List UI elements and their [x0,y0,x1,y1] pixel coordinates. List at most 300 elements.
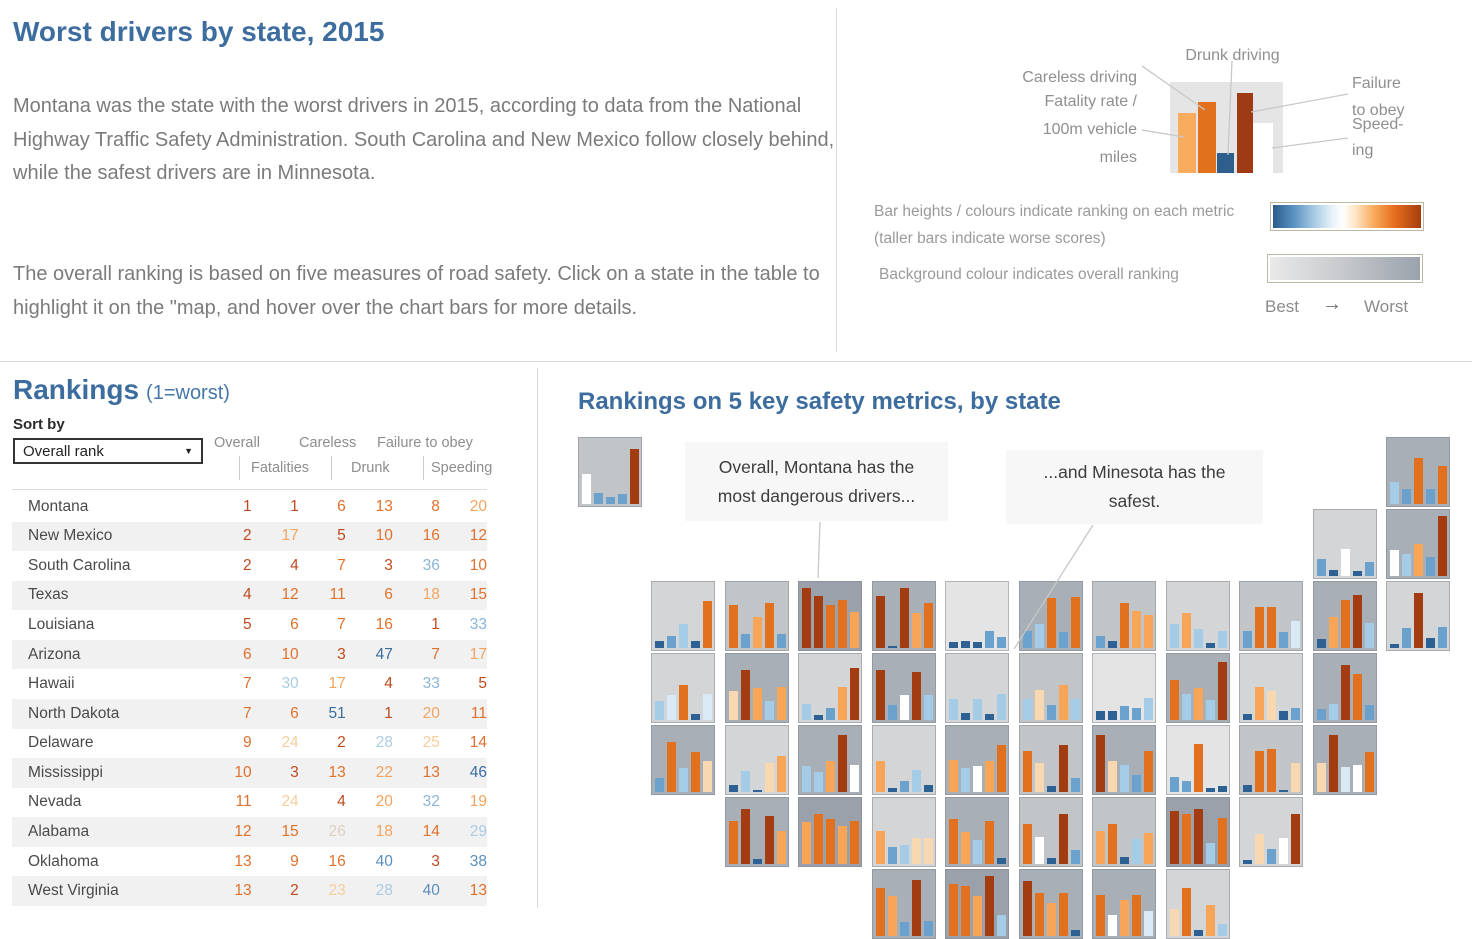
state-tile-OH[interactable] [1092,653,1156,723]
state-tile-ID[interactable] [725,581,789,651]
metric-bar[interactable] [729,605,738,648]
metric-bar[interactable] [1096,831,1105,864]
metric-bar[interactable] [1341,549,1350,576]
metric-bar[interactable] [667,742,676,792]
metric-bar[interactable] [1170,811,1179,864]
metric-bar[interactable] [1194,744,1203,792]
metric-bar[interactable] [1120,900,1129,936]
metric-bar[interactable] [924,603,933,648]
metric-bar[interactable] [703,761,712,792]
metric-bar[interactable] [973,699,982,720]
state-tile-IA[interactable] [945,653,1009,723]
state-tile-OK[interactable] [872,869,936,939]
metric-bar[interactable] [1438,466,1447,504]
metric-bar[interactable] [826,761,835,792]
metric-bar[interactable] [1071,699,1080,720]
metric-bar[interactable] [912,672,921,720]
metric-bar[interactable] [1291,763,1300,792]
metric-bar[interactable] [1023,751,1032,792]
metric-bar[interactable] [1023,699,1032,720]
table-row[interactable] [12,817,487,847]
metric-bar[interactable] [1132,895,1141,936]
metric-bar[interactable] [1120,603,1129,648]
metric-bar[interactable] [1390,644,1399,648]
metric-bar[interactable] [1059,685,1068,720]
state-tile-PA[interactable] [1166,653,1230,723]
metric-bar[interactable] [997,915,1006,936]
metric-bar[interactable] [679,768,688,792]
state-tile-DC[interactable] [1239,797,1303,867]
metric-bar[interactable] [814,772,823,792]
metric-bar[interactable] [741,809,750,864]
state-tile-NH[interactable] [1386,509,1450,579]
metric-bar[interactable] [1402,489,1411,504]
table-row[interactable] [12,551,487,581]
metric-bar[interactable] [765,701,774,720]
metric-bar[interactable] [1243,631,1252,648]
metric-bar[interactable] [1182,613,1191,648]
state-tile-MI[interactable] [1166,581,1230,651]
metric-bar[interactable] [1317,559,1326,576]
metric-bar[interactable] [1206,905,1215,936]
metric-bar[interactable] [765,603,774,648]
metric-bar[interactable] [1206,843,1215,864]
state-tile-IN[interactable] [1019,653,1083,723]
metric-bar[interactable] [729,785,738,792]
metric-bar[interactable] [1194,688,1203,720]
metric-bar[interactable] [741,771,750,792]
metric-bar[interactable] [703,694,712,720]
metric-bar[interactable] [900,922,909,936]
metric-bar[interactable] [802,704,811,720]
table-row[interactable] [12,669,487,699]
metric-bar[interactable] [1182,888,1191,936]
state-tile-OR[interactable] [651,653,715,723]
state-tile-MN[interactable] [945,581,1009,651]
metric-bar[interactable] [961,713,970,720]
metric-bar[interactable] [655,778,664,792]
state-tile-IL[interactable] [1019,581,1083,651]
metric-bar[interactable] [997,858,1006,864]
metric-bar[interactable] [1329,704,1338,720]
state-tile-UT[interactable] [725,725,789,795]
metric-bar[interactable] [777,687,786,720]
metric-bar[interactable] [1071,930,1080,936]
metric-bar[interactable] [1341,600,1350,648]
metric-bar[interactable] [1341,665,1350,720]
state-tile-VT[interactable] [1313,509,1377,579]
state-tile-WA[interactable] [651,581,715,651]
metric-bar[interactable] [838,600,847,648]
metric-bar[interactable] [1120,706,1129,720]
metric-bar[interactable] [997,694,1006,720]
metric-bar[interactable] [997,637,1006,648]
state-tile-WY[interactable] [798,653,862,723]
metric-bar[interactable] [777,634,786,648]
metric-bar[interactable] [1120,765,1129,792]
metric-bar[interactable] [1144,698,1153,720]
metric-bar[interactable] [1144,751,1153,792]
state-tile-AK[interactable] [578,437,642,507]
metric-bar[interactable] [1170,909,1179,936]
metric-bar[interactable] [1438,627,1447,648]
state-tile-MA[interactable] [1386,581,1450,651]
metric-bar[interactable] [888,646,897,648]
metric-bar[interactable] [777,756,786,792]
metric-bar[interactable] [900,845,909,864]
metric-bar[interactable] [973,642,982,648]
metric-bar[interactable] [1144,911,1153,936]
metric-bar[interactable] [924,921,933,936]
metric-bar[interactable] [1170,777,1179,792]
metric-bar[interactable] [1291,621,1300,648]
metric-bar[interactable] [924,695,933,720]
metric-bar[interactable] [912,613,921,648]
metric-bar[interactable] [814,814,823,864]
metric-bar[interactable] [606,497,615,504]
metric-bar[interactable] [973,840,982,864]
metric-bar[interactable] [729,821,738,864]
state-tile-SD[interactable] [872,653,936,723]
metric-bar[interactable] [924,838,933,864]
metric-bar[interactable] [1402,628,1411,648]
metric-bar[interactable] [912,838,921,864]
metric-bar[interactable] [729,691,738,720]
table-row[interactable] [12,876,487,906]
metric-bar[interactable] [1317,709,1326,720]
metric-bar[interactable] [582,474,591,504]
table-row[interactable] [12,640,487,670]
metric-bar[interactable] [691,641,700,648]
metric-bar[interactable] [1132,708,1141,720]
metric-bar[interactable] [1365,705,1374,720]
metric-bar[interactable] [961,832,970,864]
metric-bar[interactable] [814,596,823,648]
metric-bar[interactable] [1329,617,1338,648]
metric-bar[interactable] [1353,765,1362,792]
metric-bar[interactable] [1047,705,1056,720]
metric-bar[interactable] [1059,632,1068,648]
state-tile-CA[interactable] [651,725,715,795]
table-row[interactable] [12,522,487,552]
metric-bar[interactable] [1353,674,1362,720]
metric-bar[interactable] [1218,786,1227,792]
metric-bar[interactable] [850,765,859,792]
metric-bar[interactable] [1047,858,1056,864]
metric-bar[interactable] [900,588,909,648]
state-tile-AR[interactable] [945,797,1009,867]
metric-bar[interactable] [1144,615,1153,648]
metric-bar[interactable] [777,831,786,864]
metric-bar[interactable] [753,688,762,720]
metric-bar[interactable] [1035,893,1044,936]
metric-bar[interactable] [1255,834,1264,864]
state-tile-NE[interactable] [872,725,936,795]
table-row[interactable] [12,610,487,640]
metric-bar[interactable] [1390,550,1399,576]
table-row[interactable] [12,729,487,759]
metric-bar[interactable] [1255,607,1264,648]
metric-bar[interactable] [1108,915,1117,936]
metric-bar[interactable] [949,699,958,720]
metric-bar[interactable] [691,752,700,792]
metric-bar[interactable] [876,596,885,648]
metric-bar[interactable] [949,819,958,864]
state-tile-ND[interactable] [872,581,936,651]
metric-bar[interactable] [618,494,627,504]
metric-bar[interactable] [753,617,762,648]
metric-bar[interactable] [765,816,774,864]
metric-bar[interactable] [1132,611,1141,648]
metric-bar[interactable] [1108,711,1117,720]
metric-bar[interactable] [1170,624,1179,648]
metric-bar[interactable] [741,670,750,720]
metric-bar[interactable] [1426,638,1435,648]
metric-bar[interactable] [1414,544,1423,576]
metric-bar[interactable] [1206,788,1215,792]
metric-bar[interactable] [1047,786,1056,792]
metric-bar[interactable] [679,624,688,648]
metric-bar[interactable] [1194,930,1203,936]
state-tile-GA[interactable] [1166,869,1230,939]
state-tile-NV[interactable] [725,653,789,723]
metric-bar[interactable] [1414,458,1423,504]
metric-bar[interactable] [1365,562,1374,576]
metric-bar[interactable] [1071,778,1080,792]
metric-bar[interactable] [826,605,835,648]
metric-bar[interactable] [912,880,921,936]
metric-bar[interactable] [961,641,970,648]
metric-bar[interactable] [1023,631,1032,648]
state-tile-NC[interactable] [1092,797,1156,867]
state-tile-NJ[interactable] [1239,653,1303,723]
metric-bar[interactable] [1035,837,1044,864]
state-tile-SC[interactable] [1166,797,1230,867]
metric-bar[interactable] [1023,824,1032,864]
metric-bar[interactable] [1255,687,1264,720]
metric-bar[interactable] [876,888,885,936]
state-tile-CT[interactable] [1313,653,1377,723]
metric-bar[interactable] [1108,761,1117,792]
metric-bar[interactable] [876,670,885,720]
metric-bar[interactable] [949,760,958,792]
metric-bar[interactable] [985,821,994,864]
metric-bar[interactable] [1170,680,1179,720]
metric-bar[interactable] [802,588,811,648]
metric-bar[interactable] [1194,629,1203,648]
metric-bar[interactable] [876,831,885,864]
state-tile-MT[interactable] [798,581,862,651]
metric-bar[interactable] [900,781,909,792]
metric-bar[interactable] [1206,700,1215,720]
metric-bar[interactable] [1218,924,1227,936]
metric-bar[interactable] [1426,557,1435,576]
metric-bar[interactable] [1096,711,1105,720]
metric-bar[interactable] [888,788,897,792]
metric-bar[interactable] [850,612,859,648]
metric-bar[interactable] [826,708,835,720]
metric-bar[interactable] [1071,850,1080,864]
metric-bar[interactable] [1144,833,1153,864]
metric-bar[interactable] [1243,785,1252,792]
state-tile-CO[interactable] [798,725,862,795]
state-tile-MS[interactable] [1019,869,1083,939]
metric-bar[interactable] [679,685,688,720]
metric-bar[interactable] [1059,814,1068,864]
metric-bar[interactable] [802,766,811,792]
metric-bar[interactable] [1218,631,1227,648]
metric-bar[interactable] [1279,711,1288,720]
metric-bar[interactable] [1206,643,1215,648]
metric-bar[interactable] [1291,814,1300,864]
state-tile-RI[interactable] [1313,581,1377,651]
metric-bar[interactable] [691,714,700,720]
metric-bar[interactable] [667,636,676,648]
metric-bar[interactable] [1132,839,1141,864]
metric-bar[interactable] [1182,781,1191,792]
metric-bar[interactable] [1317,639,1326,648]
metric-bar[interactable] [1365,623,1374,648]
metric-bar[interactable] [655,641,664,648]
state-tile-TN[interactable] [1019,797,1083,867]
metric-bar[interactable] [985,631,994,648]
state-tile-WV[interactable] [1092,725,1156,795]
metric-bar[interactable] [1317,763,1326,792]
metric-bar[interactable] [973,766,982,792]
metric-bar[interactable] [1120,857,1129,864]
metric-bar[interactable] [1071,597,1080,648]
table-row[interactable] [12,788,487,818]
metric-bar[interactable] [838,826,847,864]
metric-bar[interactable] [1353,595,1362,648]
metric-bar[interactable] [1353,571,1362,576]
metric-bar[interactable] [1182,694,1191,720]
table-row[interactable] [12,847,487,877]
metric-bar[interactable] [1279,838,1288,864]
metric-bar[interactable] [1035,690,1044,720]
metric-bar[interactable] [1291,708,1300,720]
metric-bar[interactable] [826,819,835,864]
metric-bar[interactable] [900,695,909,720]
metric-bar[interactable] [1132,775,1141,792]
metric-bar[interactable] [1182,814,1191,864]
table-row[interactable] [12,758,487,788]
metric-bar[interactable] [1059,745,1068,792]
metric-bar[interactable] [1426,489,1435,504]
metric-bar[interactable] [1194,809,1203,864]
metric-bar[interactable] [1279,790,1288,792]
metric-bar[interactable] [630,449,639,504]
metric-bar[interactable] [850,668,859,720]
metric-bar[interactable] [1096,636,1105,648]
metric-bar[interactable] [1243,714,1252,720]
metric-bar[interactable] [655,701,664,720]
metric-bar[interactable] [1390,482,1399,504]
metric-bar[interactable] [1279,632,1288,648]
table-row[interactable] [12,492,487,522]
metric-bar[interactable] [1218,662,1227,720]
state-tile-DE[interactable] [1313,725,1377,795]
metric-bar[interactable] [924,785,933,792]
metric-bar[interactable] [1047,598,1056,648]
metric-bar[interactable] [1267,607,1276,648]
metric-bar[interactable] [1035,624,1044,648]
metric-bar[interactable] [985,761,994,792]
metric-bar[interactable] [1218,818,1227,864]
metric-bar[interactable] [1267,849,1276,864]
metric-bar[interactable] [876,761,885,792]
metric-bar[interactable] [973,896,982,936]
metric-bar[interactable] [961,768,970,792]
metric-bar[interactable] [888,847,897,864]
table-row[interactable] [12,699,487,729]
metric-bar[interactable] [985,876,994,936]
metric-bar[interactable] [703,601,712,648]
metric-bar[interactable] [765,763,774,792]
metric-bar[interactable] [1243,860,1252,864]
metric-bar[interactable] [1329,570,1338,576]
metric-bar[interactable] [961,886,970,936]
state-tile-MD[interactable] [1239,725,1303,795]
metric-bar[interactable] [1329,735,1338,792]
metric-bar[interactable] [753,790,762,792]
metric-bar[interactable] [1341,767,1350,792]
state-tile-KY[interactable] [1019,725,1083,795]
state-tile-VA[interactable] [1166,725,1230,795]
state-tile-LA[interactable] [945,869,1009,939]
metric-bar[interactable] [1438,516,1447,576]
metric-bar[interactable] [814,715,823,720]
sort-by-dropdown[interactable] [13,438,203,464]
state-tile-WI[interactable] [1092,581,1156,651]
metric-bar[interactable] [1255,751,1264,792]
state-tile-ME[interactable] [1386,437,1450,507]
metric-bar[interactable] [1035,763,1044,792]
metric-bar[interactable] [1267,691,1276,720]
metric-bar[interactable] [997,745,1006,792]
metric-bar[interactable] [1108,824,1117,864]
state-tile-NY[interactable] [1239,581,1303,651]
state-tile-KS[interactable] [872,797,936,867]
metric-bar[interactable] [949,642,958,648]
metric-bar[interactable] [1108,641,1117,648]
metric-bar[interactable] [741,634,750,648]
state-tile-NM[interactable] [798,797,862,867]
metric-bar[interactable] [1365,752,1374,792]
state-tile-AZ[interactable] [725,797,789,867]
metric-bar[interactable] [985,714,994,720]
metric-bar[interactable] [1267,749,1276,792]
metric-bar[interactable] [753,859,762,864]
state-tile-MO[interactable] [945,725,1009,795]
metric-bar[interactable] [912,770,921,792]
metric-bar[interactable] [802,822,811,864]
metric-bar[interactable] [838,735,847,792]
metric-bar[interactable] [838,687,847,720]
metric-bar[interactable] [1402,554,1411,576]
metric-bar[interactable] [949,884,958,936]
metric-bar[interactable] [1414,593,1423,648]
metric-bar[interactable] [1059,893,1068,936]
metric-bar[interactable] [888,705,897,720]
metric-bar[interactable] [1096,735,1105,792]
table-row[interactable] [12,581,487,611]
metric-bar[interactable] [594,493,603,504]
metric-bar[interactable] [667,695,676,720]
metric-bar[interactable] [1096,895,1105,936]
metric-bar[interactable] [850,821,859,864]
metric-bar[interactable] [1023,881,1032,936]
